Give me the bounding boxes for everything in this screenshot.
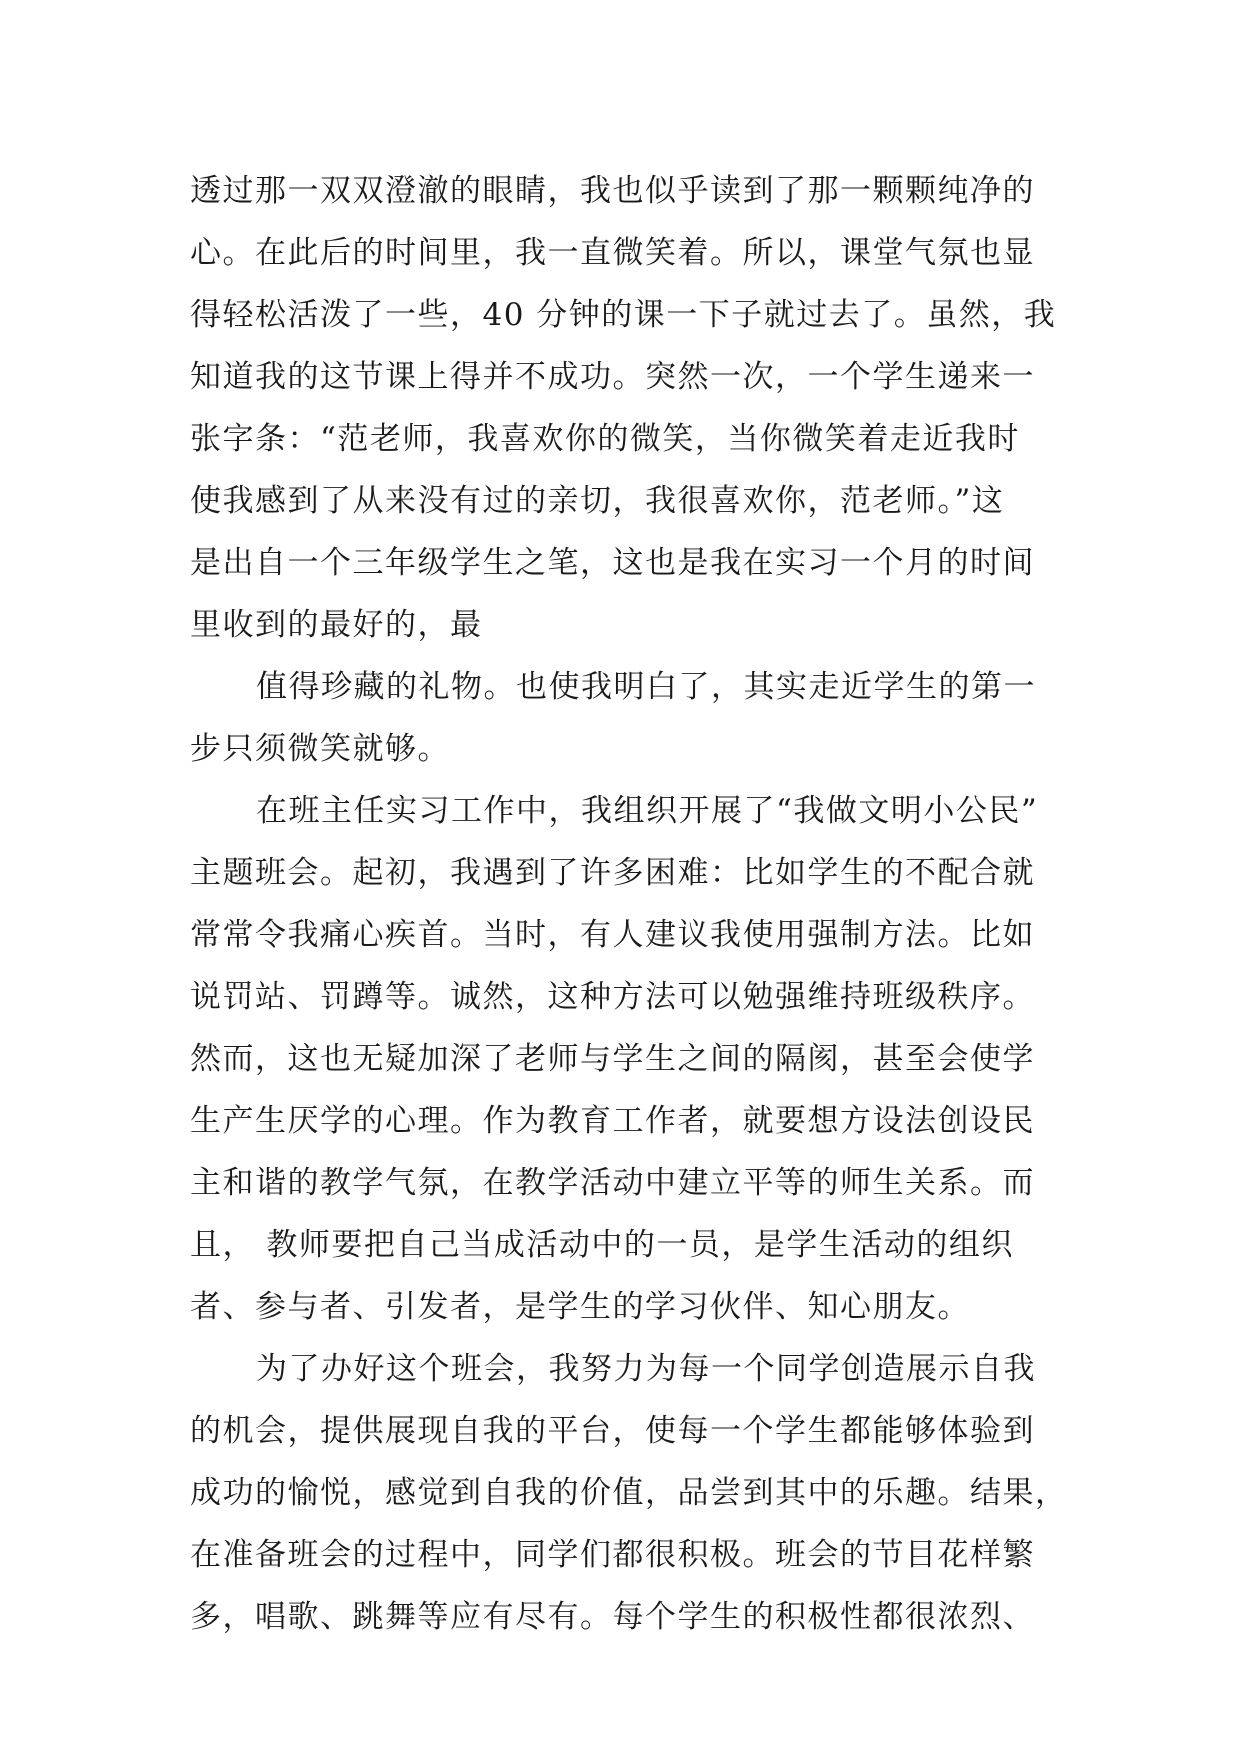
text-line: 里收到的最好的，最 (190, 607, 483, 643)
text-line: 在班主任实习工作中，我组织开展了“我做文明小公民” (256, 793, 1039, 829)
text-line: 者、参与者、引发者，是学生的学习伙伴、知心朋友。 (190, 1289, 970, 1325)
text-line: 且， 教师要把自己当成活动中的一员，是学生活动的组织 (190, 1227, 1014, 1263)
text-line: 知道我的这节课上得并不成功。突然一次，一个学生递来一 (190, 359, 1035, 395)
text-line: 是出自一个三年级学生之笔，这也是我在实习一个月的时间 (190, 545, 1035, 581)
document-body (190, 160, 1070, 1648)
text-line: 透过那一双双澄澈的眼睛，我也似乎读到了那一颗颗纯净的 (190, 173, 1035, 209)
text-line: 张字条：“范老师，我喜欢你的微笑，当你微笑着走近我时 (190, 421, 1020, 457)
text-line: 步只须微笑就够。 (190, 731, 450, 767)
text-line: 生产生厌学的心理。作为教育工作者，就要想方设法创设民 (190, 1103, 1035, 1139)
text-line: 成功的愉悦，感觉到自我的价值，品尝到其中的乐趣。结果， (190, 1475, 1068, 1511)
text-line: 常常令我痛心疾首。当时，有人建议我使用强制方法。比如 (190, 917, 1035, 953)
text-line: 在准备班会的过程中，同学们都很积极。班会的节目花样繁 (190, 1537, 1035, 1573)
text-line: 主和谐的教学气氛，在教学活动中建立平等的师生关系。而 (190, 1165, 1035, 1201)
text-line: 然而，这也无疑加深了老师与学生之间的隔阂，甚至会使学 (190, 1041, 1035, 1077)
text-line: 心。在此后的时间里，我一直微笑着。所以，课堂气氛也显 (190, 235, 1035, 271)
text-line: 的机会，提供展现自我的平台，使每一个学生都能够体验到 (190, 1413, 1035, 1449)
text-line: 主题班会。起初，我遇到了许多困难：比如学生的不配合就 (190, 855, 1035, 891)
text-line: 值得珍藏的礼物。也使我明白了，其实走近学生的第一 (256, 669, 1036, 705)
text-line: 多，唱歌、跳舞等应有尽有。每个学生的积极性都很浓烈、 (190, 1599, 1035, 1635)
text-line: 得轻松活泼了一些，40 分钟的课一下子就过去了。虽然，我 (190, 297, 1057, 333)
text-line: 使我感到了从来没有过的亲切，我很喜欢你，范老师。”这 (190, 483, 1005, 519)
text-line: 为了办好这个班会，我努力为每一个同学创造展示自我 (256, 1351, 1036, 1387)
text-line: 说罚站、罚蹲等。诚然，这种方法可以勉强维持班级秩序。 (190, 979, 1035, 1015)
